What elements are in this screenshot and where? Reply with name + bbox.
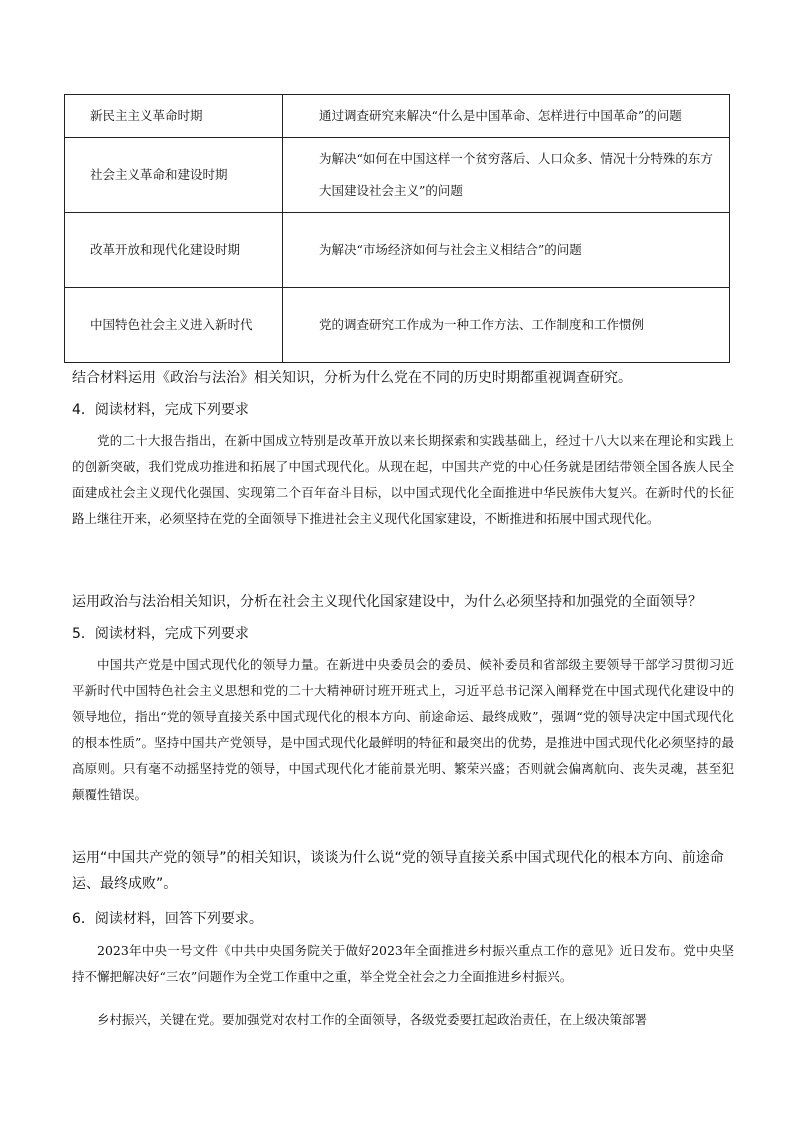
period-cell: 新民主主义革命时期 — [65, 95, 283, 138]
question-6-material-paragraph-1: 2023年中央一号文件《中共中央国务院关于做好2023年全面推进乡村振兴重点工作的意见》近日发布。党中央坚持不懈把解决好“三农”问题作为全党工作重中之重，举全党全社会之力全面推进乡村振兴。 — [72, 943, 734, 984]
question-4-material: 党的二十大报告指出，在新中国成立特别是改革开放以来长期探索和实践基础上，经过十八大以来在理论和实践上的创新突破，我们党成功推进和拓展了中国式现代化。从现在起，中国共产党的中心任务就是团结带领全国各族人民全面建成社会主义现代化强国、实现第二个百年奋斗目标，以中国式现代化全面推进中华民族伟大复兴。在新时代的长征路上继往开来，必须坚持在党的全面领导下推进社会主义现代化国家建设，不断推进和拓展中国式现代化。 — [72, 433, 734, 526]
history-period-table — [64, 94, 730, 363]
question-6-heading: 6．阅读材料，回答下列要求。 — [72, 911, 263, 927]
question-5-prompt: 运用“中国共产党的领导”的相关知识，谈谈为什么说“党的领导直接关系中国式现代化的根本方向、前途命运、最终成败”。 — [72, 850, 724, 892]
question-3-prompt: 结合材料运用《政治与法治》相关知识，分析为什么党在不同的历史时期都重视调查研究。 — [72, 370, 632, 386]
description-cell: 党的调查研究工作成为一种工作方法、工作制度和工作惯例 — [283, 288, 730, 363]
table-row — [65, 138, 730, 213]
question-6-material-paragraph-2: 乡村振兴，关键在党。要加强党对农村工作的全面领导，各级党委要扛起政治责任，在上级决策部署 — [97, 1012, 648, 1027]
table-row — [65, 95, 730, 138]
table-row — [65, 213, 730, 288]
table-row — [65, 288, 730, 363]
description-cell: 为解决“如何在中国这样一个贫穷落后、人口众多、情况十分特殊的东方大国建设社会主义”的问题 — [283, 138, 730, 213]
description-cell: 通过调查研究来解决“什么是中国革命、怎样进行中国革命”的问题 — [283, 95, 730, 138]
question-5-heading: 5．阅读材料，完成下列要求 — [72, 626, 249, 642]
period-cell: 中国特色社会主义进入新时代 — [65, 288, 283, 363]
description-cell: 为解决“市场经济如何与社会主义相结合”的问题 — [283, 213, 730, 288]
period-cell: 社会主义革命和建设时期 — [65, 138, 283, 213]
question-4-heading: 4．阅读材料，完成下列要求 — [72, 402, 249, 418]
question-5-material: 中国共产党是中国式现代化的领导力量。在新进中央委员会的委员、候补委员和省部级主要领导干部学习贯彻习近平新时代中国特色社会主义思想和党的二十大精神研讨班开班式上，习近平总书记深入阐释党在中国式现代化建设中的领导地位，指出“党的领导直接关系中国式现代化的根本方向、前途命运、最终成败”，强调“党的领导决定中国式现代化的根本性质”。坚持中国共产党领导，是中国式现代化最鲜明的特征和最突出的优势，是推进中国式现代化必须坚持的最高原则。只有毫不动摇坚持党的领导，中国式现代化才能前景光明、繁荣兴盛；否则就会偏离航向、丧失灵魂，甚至犯颠覆性错误。 — [72, 657, 734, 802]
period-cell: 改革开放和现代化建设时期 — [65, 213, 283, 288]
question-4-prompt: 运用政治与法治相关知识，分析在社会主义现代化国家建设中，为什么必须坚持和加强党的全面领导？ — [72, 594, 702, 610]
